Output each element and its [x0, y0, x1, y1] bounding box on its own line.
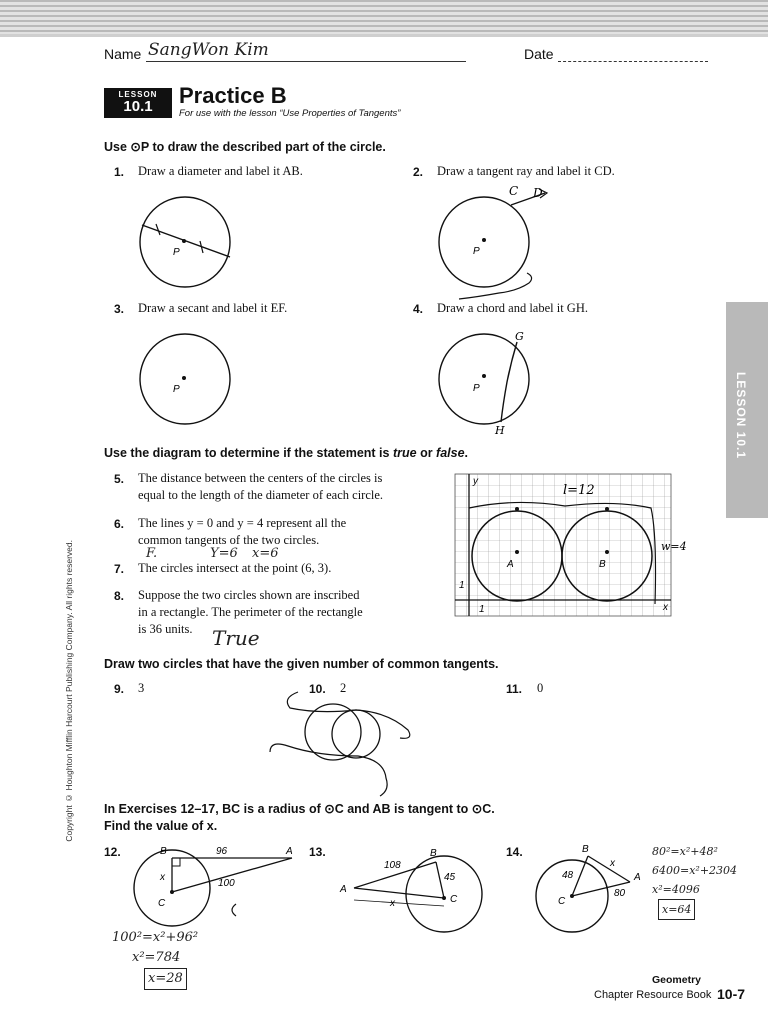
q8-line1: Suppose the two circles shown are inscribed	[138, 588, 360, 602]
q6-line1: The lines y = 0 and y = 4 represent all the	[138, 516, 347, 530]
q14-work-line3: x²=4096	[652, 883, 700, 896]
q14-handwritten-work	[652, 842, 737, 920]
graph-x-axis-label: x	[663, 602, 668, 613]
q7-number: 7.	[114, 562, 125, 576]
q12-handwritten-work	[112, 928, 198, 990]
q13-label-45: 45	[444, 872, 456, 883]
page-title: Practice B	[179, 83, 287, 108]
q13-label-a: A	[340, 884, 347, 895]
graph-x-one: 1	[479, 604, 485, 615]
q2-number: 2.	[413, 165, 424, 179]
side-lesson-tab	[726, 302, 768, 518]
q12-label-a: A	[286, 846, 293, 857]
copyright-text: Copyright © Houghton Mifflin Harcourt Publishing Company. All rights reserved.	[64, 540, 74, 842]
q13-diagram	[338, 844, 498, 938]
q14-label-48: 48	[562, 870, 574, 881]
q12-number: 12.	[104, 845, 121, 859]
hand-answer-8: True	[212, 626, 260, 650]
q6-number: 6.	[114, 517, 125, 531]
q13-label-b: B	[430, 848, 437, 859]
q8-text	[138, 587, 428, 638]
graph-point-b: B	[599, 559, 606, 570]
page-subtitle: For use with the lesson “Use Properties of Tangents”	[179, 108, 401, 119]
q14-label-c: C	[558, 896, 566, 907]
q10-number: 10.	[309, 682, 326, 696]
q5-number: 5.	[114, 472, 125, 486]
q1-text: Draw a diameter and label it AB.	[138, 164, 303, 178]
hand-label-d: D	[533, 186, 543, 200]
q8-line3: is 36 units.	[138, 622, 193, 636]
q14-work-line2: 6400=x²+2304	[652, 864, 738, 877]
q5-text	[138, 470, 428, 504]
q1-number: 1.	[114, 165, 125, 179]
hand-x6: x=6	[252, 546, 279, 561]
q6-text	[138, 515, 428, 549]
circle-2-center-label: P	[473, 246, 480, 257]
q5-line1: The distance between the centers of the circles is	[138, 471, 383, 485]
section2-instr-false: false	[436, 446, 465, 460]
circle-1-center-label: P	[173, 247, 180, 258]
q5-line2: equal to the length of the diameter of each circle.	[138, 488, 384, 502]
hand-label-h: H	[495, 424, 505, 437]
two-circles-graph	[455, 474, 687, 620]
q9-value: 3	[138, 681, 145, 695]
q12-label-96: 96	[216, 846, 228, 857]
q12-work-line2: x²=784	[132, 950, 181, 965]
section2-instr-true: true	[392, 446, 417, 460]
q14-diagram	[534, 844, 654, 930]
q2-text: Draw a tangent ray and label it CD.	[437, 164, 615, 178]
side-tab-label: LESSON 10.1	[734, 372, 748, 460]
date-label: Date	[524, 46, 554, 62]
name-label: Name	[104, 46, 142, 62]
graph-point-a: A	[507, 559, 514, 570]
hand-w4: w=4	[661, 540, 687, 553]
lesson-number: 10.1	[123, 98, 153, 115]
q13-label-c: C	[450, 894, 458, 905]
section3-instruction: Draw two circles that have the given number of common tangents.	[104, 657, 499, 671]
q11-value: 0	[537, 681, 544, 695]
lesson-label: LESSON	[118, 90, 158, 99]
q14-label-b: B	[582, 844, 589, 855]
section2-instruction	[104, 446, 468, 460]
date-line	[558, 61, 708, 62]
name-handwritten: SangWon Kim	[148, 40, 269, 60]
footer-page-number: 10-7	[717, 986, 746, 1002]
q12-label-c: C	[158, 898, 166, 909]
q9-number: 9.	[114, 682, 125, 696]
q12-label-100: 100	[218, 878, 235, 889]
footer-book: Chapter Resource Book	[594, 989, 712, 1001]
q12-work-line1: 100²=x²+96²	[112, 930, 199, 945]
q11-number: 11.	[506, 682, 523, 696]
q12-work-answer: x=28	[144, 968, 187, 990]
circle-4-center-label: P	[473, 383, 480, 394]
circle-3-diagram	[138, 332, 232, 426]
section4-instruction	[104, 801, 495, 835]
q4-text: Draw a chord and label it GH.	[437, 301, 588, 315]
hand-label-g: G	[515, 330, 524, 343]
lesson-badge	[104, 88, 172, 118]
q12-label-x: x	[160, 872, 165, 883]
q10-drawing	[268, 690, 428, 800]
graph-y-axis-label: y	[473, 476, 478, 487]
footer-subject: Geometry	[652, 974, 702, 986]
q6-line2: common tangents of the two circles.	[138, 533, 320, 547]
hand-label-c: C	[509, 184, 519, 198]
circle-4-diagram	[437, 330, 531, 437]
q7-text: The circles intersect at the point (6, 3).	[138, 561, 332, 575]
q4-number: 4.	[413, 302, 424, 316]
q14-label-x: x	[610, 858, 615, 869]
circle-2-diagram	[437, 184, 543, 289]
q10-value: 2	[340, 681, 347, 695]
name-line	[146, 61, 466, 62]
circle-3-center-label: P	[173, 384, 180, 395]
top-stripe-bar	[0, 0, 768, 34]
q14-work-answer: x=64	[658, 899, 695, 920]
section1-instruction: Use ⊙P to draw the described part of the circle.	[104, 140, 386, 154]
section4-instr-line2: Find the value of x.	[104, 819, 218, 833]
section4-instr-line1: In Exercises 12–17, BC is a radius of ⊙C and AB is tangent to ⊙C.	[104, 802, 495, 816]
q14-label-80: 80	[614, 888, 626, 899]
q14-label-a: A	[634, 872, 641, 883]
q12-label-b: B	[160, 846, 167, 857]
q13-label-108: 108	[384, 860, 401, 871]
q14-work-line1: 80²=x²+48²	[652, 845, 718, 858]
q14-number: 14.	[506, 845, 523, 859]
hand-answer-7: F.	[146, 546, 158, 561]
q3-text: Draw a secant and label it EF.	[138, 301, 288, 315]
q12-diagram	[132, 844, 302, 930]
graph-y-one: 1	[459, 580, 465, 591]
q8-number: 8.	[114, 589, 125, 603]
hand-l12: l=12	[563, 483, 595, 498]
circle-1-diagram	[138, 195, 232, 289]
q3-number: 3.	[114, 302, 125, 316]
q13-number: 13.	[309, 845, 326, 859]
section2-instr-end: .	[464, 446, 469, 460]
q13-label-x: x	[390, 898, 395, 909]
section2-instr-or: or	[416, 446, 437, 460]
hand-y6: Y=6	[210, 546, 238, 561]
section2-instr-pre: Use the diagram to determine if the statement is	[104, 446, 393, 460]
q8-line2: in a rectangle. The perimeter of the rectangle	[138, 605, 363, 619]
